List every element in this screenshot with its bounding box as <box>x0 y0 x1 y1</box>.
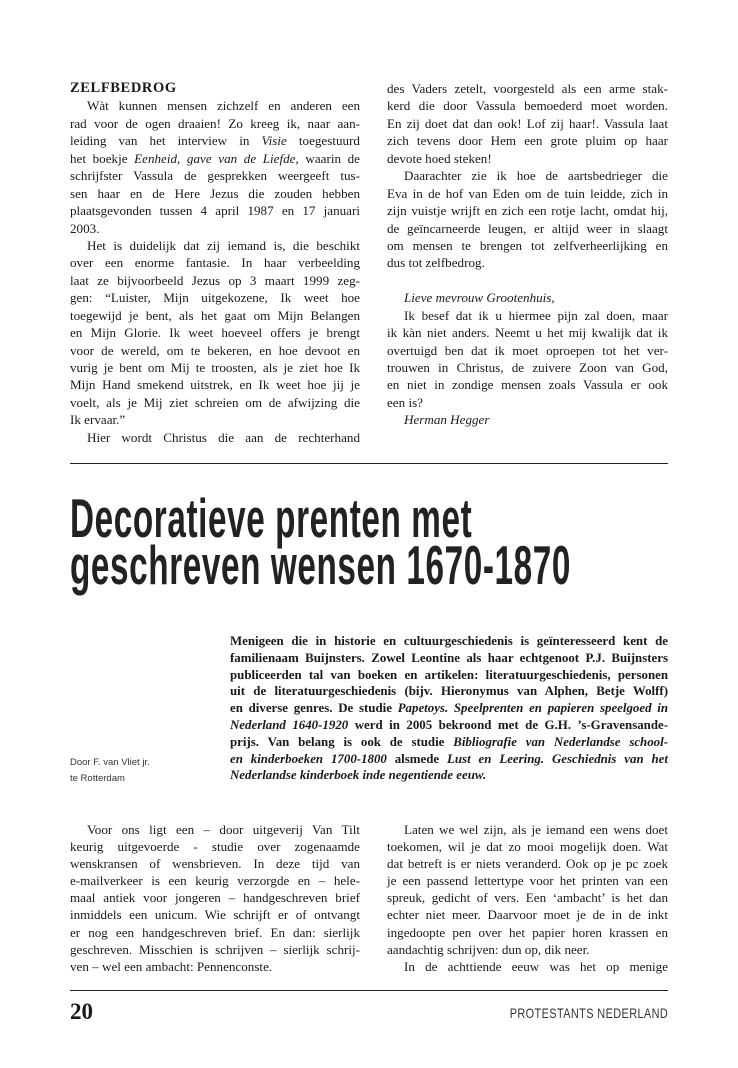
text: kerd die door Vassula bemoederd moet worden. <box>387 98 668 114</box>
text: toegestuurd <box>286 133 360 149</box>
italic-text: Visie <box>261 133 287 149</box>
text: een is? <box>387 394 423 410</box>
text-line <box>70 429 360 446</box>
text: Het is duidelijk dat zij iemand is, die beschikt <box>87 237 360 253</box>
italic-text: Bibliografie van Nederlandse school- <box>453 734 668 749</box>
text: , waarin de <box>295 150 360 166</box>
text: Voor ons ligt een – door uitgeverij Van Tilt <box>87 822 360 837</box>
text: rad voor de ogen draaien! Zo kreeg ik, naar aan- <box>70 115 360 131</box>
text-line <box>387 220 668 237</box>
text: ingedoopte pen over het papier horen krassen en <box>387 924 668 940</box>
text: Eva in de hof van Eden om de tuin leidde, zich in <box>387 185 668 201</box>
italic-text: Lust en Leering. Geschiednis van het <box>447 751 668 766</box>
text-line <box>230 717 668 734</box>
text: devote hoed steken! <box>387 150 492 166</box>
text: vurig je bent om Mij te troosten, als je ziet hoe Ik <box>70 360 360 375</box>
text: om mensen te brengen tot zelfverheerlijking en <box>387 237 668 253</box>
text: schrijfster Vassula de gesprekken weergeeft tus- <box>70 168 360 184</box>
text: uit de literatuurgeschiedenis (bijv. Hieronymus van Alphen, Betje Wolff) <box>230 684 668 699</box>
byline-location: te Rotterdam <box>70 773 125 784</box>
text-line <box>70 324 360 341</box>
italic-text: en kinderboeken 1700-1800 <box>230 751 387 766</box>
article-column-left <box>70 821 360 975</box>
text-line <box>387 237 668 254</box>
text: spreuk, gedicht of vers. Een ‘ambacht’ is het dan <box>387 890 668 906</box>
text-line <box>387 838 668 855</box>
text: overtuigd ben dat ik moet oproepen tot het ver- <box>387 342 668 358</box>
text: dat betreft is er niets veranderd. Ook op je pc zoek <box>387 856 668 872</box>
text: geschreven. Misschien is schrijven – sierlijk schrij- <box>70 941 360 957</box>
text: familienaam Buijnsters. Zowel Leontine als haar echtgenoot P.J. Buijnsters <box>230 650 668 665</box>
text: gen: “Luister, Mijn uitgekozene, Ik weet hoe <box>70 290 360 306</box>
text: publiceerden tal van boeken en artikelen: literatuurgeschiedenis, personen <box>230 667 668 682</box>
text-line <box>70 254 360 271</box>
text: In de achttiende eeuw was het op menige <box>404 958 668 974</box>
text-line <box>387 924 668 941</box>
text: alsmede <box>386 751 448 766</box>
text-line <box>70 958 360 975</box>
column-zelfbedrog-right <box>387 80 668 429</box>
article-column-right <box>387 821 668 975</box>
text: Ik ervaar.” <box>70 412 126 428</box>
article-title-line-2: geschreven wensen 1670-1870 <box>70 534 571 596</box>
text-line <box>70 307 360 324</box>
text: Wàt kunnen mensen zichzelf en anderen een <box>87 98 360 114</box>
text-line <box>387 150 668 167</box>
text-line <box>387 889 668 906</box>
text-line <box>387 307 668 324</box>
text: plaatsgevonden tussen 4 april 1987 en 17 januari <box>70 203 360 219</box>
text-line <box>70 394 360 411</box>
text-line <box>70 838 360 855</box>
text-line <box>70 906 360 923</box>
text: Daarachter zie ik hoe de aartsbedrieger die <box>404 168 668 184</box>
text: toekomen, wil je dat zo mooi mogelijk doen. Wat <box>387 839 668 855</box>
text-line <box>387 254 668 271</box>
text-line <box>70 150 360 167</box>
column-zelfbedrog-left <box>70 80 360 446</box>
text: Mijn Hand smekend uitstrek, en Ik weet hoe jij je <box>70 377 360 393</box>
italic-text: Nederland 1640-1920 <box>230 717 349 732</box>
text: leiding van het interview in <box>70 133 262 149</box>
text: het boekje <box>70 150 135 166</box>
italic-text: Nederlandse kinderboek inde negentiende eeuw. <box>230 768 487 783</box>
publication-name: PROTESTANTS NEDERLAND <box>509 1005 668 1021</box>
text: laat ze bijvoorbeeld Jezus op 3 maart 1999 zeg- <box>70 272 360 288</box>
text-line <box>230 633 668 650</box>
text: keurig uitgevoerde - studie over zogenaamde <box>70 839 360 855</box>
text: er nog een handgeschreven brief. En dan: sierlijk <box>70 924 360 940</box>
text: ZELFBEDROG <box>70 80 177 96</box>
text: e-mailverkeer is een keurig verzorgde en – hele- <box>70 873 360 889</box>
text-line <box>387 958 668 975</box>
text-line <box>70 272 360 289</box>
byline-author: Door F. van Vliet jr. <box>70 757 150 768</box>
text-line <box>387 289 668 306</box>
text-line <box>70 97 360 114</box>
text-line <box>70 889 360 906</box>
text: over een enorme fantasie. In haar verbeelding <box>70 255 360 271</box>
text-line <box>387 872 668 889</box>
text: zich tevens door Hem een grote pluim op haar <box>387 133 668 149</box>
text-line <box>387 324 668 341</box>
text: echter niet meer. Daarvoor moet je de in de inkt <box>387 907 668 923</box>
text: dus tot zelfbedrog. <box>387 255 485 271</box>
text-line <box>230 700 668 717</box>
footer-divider <box>70 990 668 991</box>
text-line <box>70 855 360 872</box>
text: maal antiek voor jongeren – handgeschreven brief <box>70 890 360 906</box>
text-line <box>387 941 668 958</box>
text: de geïncarneerde leugen, er altijd weer in slaagt <box>387 220 668 236</box>
text-line <box>387 185 668 202</box>
text-line <box>387 132 668 149</box>
text: Hier wordt Christus die aan de rechterhand <box>87 429 360 445</box>
text-line <box>387 97 668 114</box>
article-intro <box>230 633 668 784</box>
text: Menigeen die in historie en cultuurgeschiedenis is geïnteresseerd kent de <box>230 634 668 648</box>
text-line <box>70 237 360 254</box>
text-line <box>387 202 668 219</box>
text: zijn vuistje wrijft en zich een rotje lacht, omdat hij, <box>387 203 668 219</box>
text: ven – wel een ambacht: Pennenconste. <box>70 958 273 974</box>
text-line <box>230 751 668 768</box>
text-line <box>70 924 360 941</box>
text: prijs. Van belang is ook de studie <box>230 734 454 749</box>
text-line <box>70 411 360 428</box>
text: aandachtig schrijven: dun op, dik neer. <box>387 941 590 957</box>
text: werd in 2005 bekroond met de G.H. ’s-Gravensande- <box>348 717 669 732</box>
text: inmiddels een unicum. Wie schrijft er of ontvangt <box>70 907 360 923</box>
text-line <box>70 202 360 219</box>
page-number: 20 <box>70 999 93 1024</box>
article-title-line-1: Decoratieve prenten met <box>70 487 473 549</box>
text: trouwen in Christus, de zuivere Zoon van God, <box>387 360 668 375</box>
text-line <box>230 734 668 751</box>
text-line <box>70 185 360 202</box>
text: en Mijn Glorie. Ik weet hoeveel offers je brengt <box>70 325 360 341</box>
text-line <box>70 115 360 132</box>
text-line <box>70 821 360 838</box>
text: des Vaders zetelt, voorgesteld als een arme stak- <box>387 81 668 96</box>
text-line <box>70 342 360 359</box>
text-line <box>387 394 668 411</box>
text-line <box>387 80 668 97</box>
text: je een passend lettertype voor het printen van een <box>387 873 668 889</box>
text: toegewijd je bent, als het gaat om Mijn Belangen <box>70 307 360 323</box>
section-heading <box>70 80 360 97</box>
text: ik kàn niet anders. Neemt u het mij kwalijk dat ik <box>387 325 668 341</box>
text-line <box>387 115 668 132</box>
text: En zij doet dat dan ook! Lof zij haar!. Vassula laat <box>387 115 668 131</box>
text-line <box>70 359 360 376</box>
text: Ik besef dat ik u hiermee pijn zal doen, maar <box>404 307 668 323</box>
paragraph-gap <box>387 272 668 289</box>
italic-text: Papetoys. Speelprenten en papieren speelgoed in <box>397 701 669 716</box>
text-line <box>70 289 360 306</box>
text-line <box>230 650 668 667</box>
text-line <box>70 872 360 889</box>
italic-text: Herman Hegger <box>404 412 490 428</box>
text-line <box>387 376 668 393</box>
text-line <box>230 683 668 700</box>
text-line <box>387 167 668 184</box>
text: Laten we wel zijn, als je iemand een wens doet <box>404 822 668 837</box>
text: 2003. <box>70 220 100 236</box>
text-line <box>387 906 668 923</box>
italic-text: Lieve mevrouw Grootenhuis, <box>404 290 555 306</box>
text-line <box>387 821 668 838</box>
text-line <box>70 941 360 958</box>
text: en diverse genres. De studie <box>230 701 398 716</box>
section-divider <box>70 463 668 464</box>
text: en niet in zondige mensen zoals Vassula er ook <box>387 377 668 393</box>
text-line <box>230 667 668 684</box>
text-line <box>387 359 668 376</box>
text-line <box>387 855 668 872</box>
text-line <box>70 167 360 184</box>
text-line <box>230 767 668 784</box>
italic-text: Eenheid, gave van de Liefde <box>134 150 296 166</box>
text: voelt, als je Mij ziet schreien om de afwijzing die <box>70 394 360 410</box>
text-line <box>70 376 360 393</box>
text-line <box>70 220 360 237</box>
text: sen haar en de Here Jezus die zouden hebben <box>70 185 360 201</box>
text-line <box>387 411 668 428</box>
text: voor de wereld, om te bekeren, en hoe devoot en <box>70 342 360 358</box>
text-line <box>387 342 668 359</box>
text: wenskransen of wensbrieven. In deze tijd van <box>70 856 360 872</box>
text-line <box>70 132 360 149</box>
